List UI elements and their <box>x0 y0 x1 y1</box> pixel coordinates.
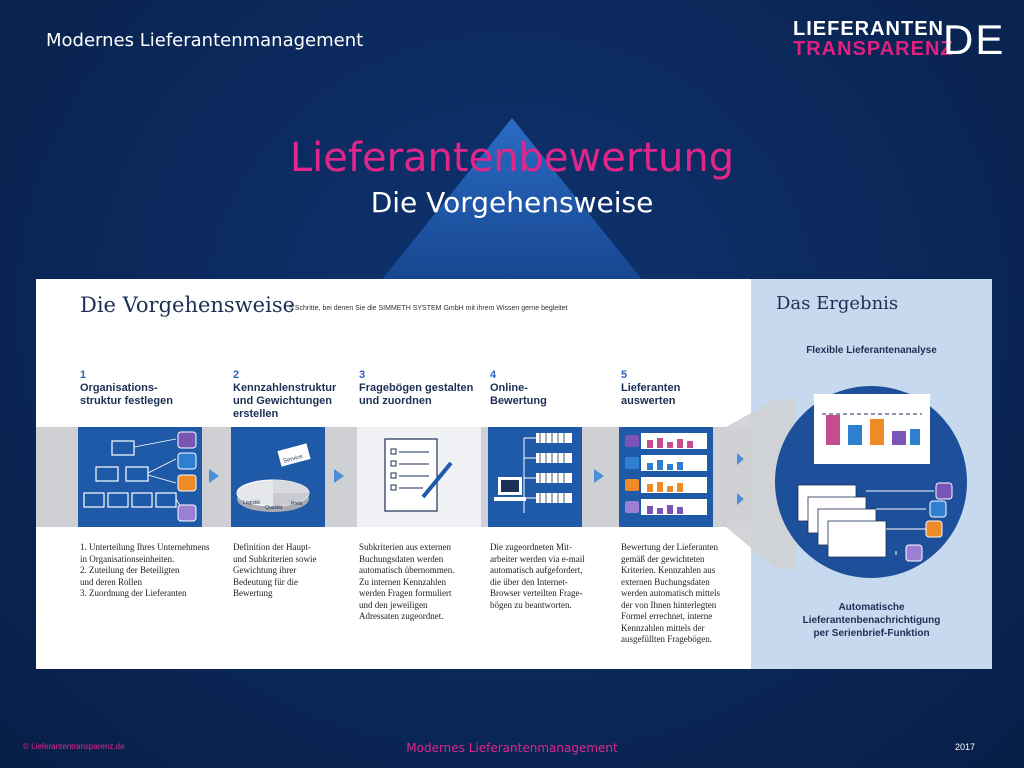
footer-copyright: © Lieferantentransparenz.de <box>23 742 125 751</box>
footer-year: 2017 <box>955 742 976 752</box>
footer-title: Modernes Lieferantenmanagement <box>406 741 618 755</box>
step-1-number: 1 <box>80 369 87 381</box>
graphic-heading-note: 5 Schritte, bei denen Sie die SIMMETH SYSTEM GmbH mit ihrem Wissen gerne begleitet <box>289 305 568 312</box>
process-graphic <box>36 279 992 669</box>
header-title: Modernes Lieferantenmanagement <box>46 30 364 51</box>
pie-label-logistik: Logistik <box>243 500 260 506</box>
result-title: Das Ergebnis <box>776 293 899 314</box>
step-3-description: Subkriterien aus externen Buchungsdaten werden automatisch übernommen. Zu internen Kennzahlen werden Fragen formuliert und den jeweiligen Adressaten zugeordnet. <box>359 542 455 621</box>
pie-label-service: Service <box>282 453 304 465</box>
slide-subtitle: Die Vorgehensweise <box>370 186 654 219</box>
pie-label-qualitaet: Qualität <box>265 505 283 511</box>
pie-label-preis: Preis <box>291 501 303 507</box>
step-2-number: 2 <box>233 369 240 381</box>
slide-title: Lieferantenbewertung <box>289 135 735 181</box>
logo-line-2: TRANSPARENZ <box>793 38 954 60</box>
step-1-title: Organisations- struktur festlegen <box>80 382 173 407</box>
result-label-analysis: Flexible Lieferantenanalyse <box>806 345 937 356</box>
step-2-title: Kennzahlenstruktur und Gewichtungen erstellen <box>233 382 337 420</box>
step-3-number: 3 <box>359 369 366 381</box>
step-4-title: Online- Bewertung <box>490 382 547 407</box>
logo-suffix: DE <box>943 16 1006 63</box>
logo-line-1: LIEFERANTEN <box>793 18 944 40</box>
step-5-description: Bewertung der Lieferanten gemäß der gewichteten Kriterien. Kennzahlen aus externen Buchungsdaten werden automatisch mittels der von Ihnen hinterlegten Formel errechnet, interne Kennzahlen mittels der ausgefüllten Fragebögen. <box>621 542 720 644</box>
result-label-notification: Automatische Lieferantenbenachrichtigung per Serienbrief-Funktion <box>802 602 941 639</box>
brand-logo <box>793 18 1013 63</box>
step-3-title: Fragebögen gestalten und zuordnen <box>359 382 474 407</box>
step-5-number: 5 <box>621 369 628 381</box>
step-1-description: 1. Unterteilung Ihres Unternehmens in Organisationseinheiten. 2. Zuteilung der Beteiligten und deren Rollen 3. Zuordnung der Lieferanten <box>80 542 210 598</box>
step-2-description: Definition der Haupt- und Subkriterien sowie Gewichtung ihrer Bedeutung für die Bewertung <box>233 542 317 598</box>
graphic-heading: Die Vorgehensweise <box>80 293 296 317</box>
step-4-number: 4 <box>490 369 497 381</box>
step-5-title: Lieferanten auswerten <box>621 382 681 407</box>
step-4-description: Die zugeordneten Mit- arbeiter werden via e-mail automatisch aufgefordert, die über den Internet- Browser verteilten Frage- bögen zu beantworten. <box>490 542 585 610</box>
